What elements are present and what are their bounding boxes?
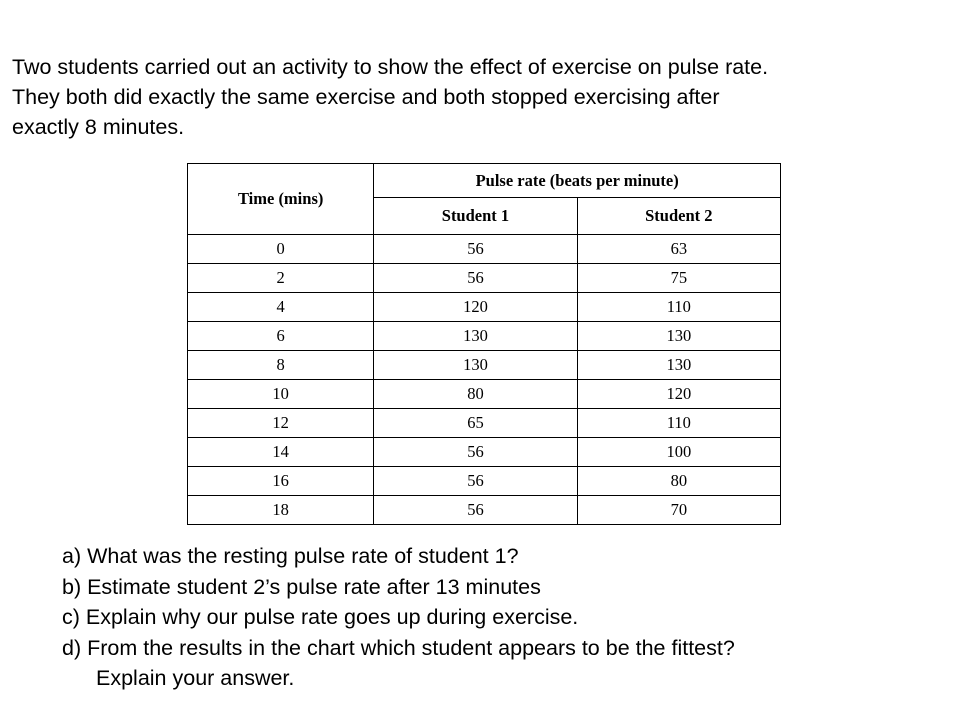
student-1-cell: 56 bbox=[374, 496, 577, 525]
table-row bbox=[188, 293, 781, 322]
student-2-cell: 75 bbox=[577, 264, 780, 293]
student-1-cell: 130 bbox=[374, 322, 577, 351]
questions-list bbox=[62, 541, 735, 694]
table-row bbox=[188, 380, 781, 409]
question-b: b) Estimate student 2’s pulse rate after 13 minutes bbox=[62, 574, 541, 599]
time-cell: 18 bbox=[188, 496, 374, 525]
student-2-cell: 70 bbox=[577, 496, 780, 525]
student-1-cell: 65 bbox=[374, 409, 577, 438]
student-2-cell: 130 bbox=[577, 351, 780, 380]
student-2-cell: 110 bbox=[577, 293, 780, 322]
table-row bbox=[188, 496, 781, 525]
time-cell: 2 bbox=[188, 264, 374, 293]
student-1-cell: 56 bbox=[374, 264, 577, 293]
pulse-rate-table bbox=[187, 163, 781, 525]
time-header: Time (mins) bbox=[188, 164, 374, 235]
student-1-cell: 56 bbox=[374, 467, 577, 496]
table-row bbox=[188, 409, 781, 438]
intro-text bbox=[12, 52, 957, 142]
student-2-cell: 63 bbox=[577, 235, 780, 264]
time-cell: 0 bbox=[188, 235, 374, 264]
time-cell: 14 bbox=[188, 438, 374, 467]
table-row bbox=[188, 235, 781, 264]
student-1-cell: 56 bbox=[374, 235, 577, 264]
student-1-cell: 56 bbox=[374, 438, 577, 467]
student-2-cell: 80 bbox=[577, 467, 780, 496]
question-a: a) What was the resting pulse rate of student 1? bbox=[62, 544, 519, 568]
student-2-cell: 100 bbox=[577, 438, 780, 467]
student-1-cell: 80 bbox=[374, 380, 577, 409]
table-row bbox=[188, 264, 781, 293]
time-cell: 12 bbox=[188, 409, 374, 438]
student-2-header: Student 2 bbox=[577, 198, 780, 235]
intro-line-3: exactly 8 minutes. bbox=[12, 115, 185, 139]
student-2-cell: 130 bbox=[577, 322, 780, 351]
time-cell: 16 bbox=[188, 467, 374, 496]
student-1-cell: 120 bbox=[374, 293, 577, 322]
question-d: d) From the results in the chart which student appears to be the fittest? bbox=[62, 635, 735, 660]
student-1-cell: 130 bbox=[374, 351, 577, 380]
table-row bbox=[188, 467, 781, 496]
time-cell: 10 bbox=[188, 380, 374, 409]
table-row bbox=[188, 351, 781, 380]
intro-line-1: Two students carried out an activity to show the effect of exercise on pulse rate. bbox=[12, 55, 769, 79]
intro-line-2: They both did exactly the same exercise and both stopped exercising after bbox=[12, 85, 720, 109]
time-cell: 6 bbox=[188, 322, 374, 351]
student-2-cell: 110 bbox=[577, 409, 780, 438]
table-row bbox=[188, 438, 781, 467]
student-1-header: Student 1 bbox=[374, 198, 577, 235]
question-d-continued: Explain your answer. bbox=[96, 666, 295, 690]
student-2-cell: 120 bbox=[577, 380, 780, 409]
time-cell: 8 bbox=[188, 351, 374, 380]
question-c: c) Explain why our pulse rate goes up during exercise. bbox=[62, 605, 579, 629]
time-cell: 4 bbox=[188, 293, 374, 322]
table-row bbox=[188, 322, 781, 351]
pulse-rate-header: Pulse rate (beats per minute) bbox=[374, 164, 781, 198]
